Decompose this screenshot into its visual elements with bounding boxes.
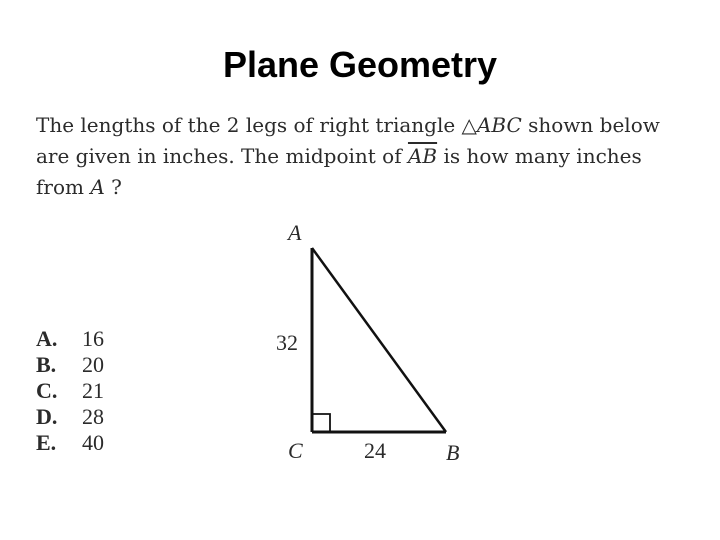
segment-ab: $\overline{AB}$ — [407, 144, 438, 168]
triangle-symbol: △ — [461, 113, 477, 137]
side-label-ac: 32 — [276, 330, 298, 355]
triangle-diagram — [260, 210, 500, 470]
triangle-name: ABC — [476, 113, 522, 137]
point-a: A — [90, 175, 105, 199]
answer-value: 40 — [82, 430, 104, 455]
answer-choices — [36, 326, 104, 456]
question-part-2: shown below are given in inches. The midpoint of — [36, 113, 660, 168]
vertex-label-b: B — [446, 440, 460, 465]
question-part-3: is how many inches from — [36, 144, 642, 199]
question-part-4: ? — [104, 175, 122, 199]
answer-choice-e — [36, 430, 104, 456]
answer-choice-c — [36, 378, 104, 404]
answer-choice-b — [36, 352, 104, 378]
slide-title: Plane Geometry — [222, 44, 498, 85]
answer-letter: E. — [36, 430, 57, 455]
answer-value: 21 — [82, 378, 104, 403]
triangle-figure — [260, 210, 500, 470]
vertex-label-c: C — [288, 438, 303, 463]
side-label-cb: 24 — [364, 438, 386, 463]
question-part-1: The lengths of the 2 legs of right triangle — [36, 113, 462, 137]
answer-choice-a — [36, 326, 104, 352]
answer-value: 28 — [82, 404, 104, 429]
hypotenuse-ab — [312, 248, 446, 432]
answer-choice-d — [36, 404, 104, 430]
answer-letter: B. — [36, 352, 57, 377]
answer-letter: D. — [36, 404, 58, 429]
answer-letter: C. — [36, 378, 58, 403]
answer-value: 20 — [82, 352, 104, 377]
question-text — [36, 110, 686, 203]
right-angle-marker — [312, 414, 330, 432]
answer-letter: A. — [36, 326, 58, 351]
answer-value: 16 — [82, 326, 104, 351]
vertex-label-a: A — [288, 220, 302, 245]
